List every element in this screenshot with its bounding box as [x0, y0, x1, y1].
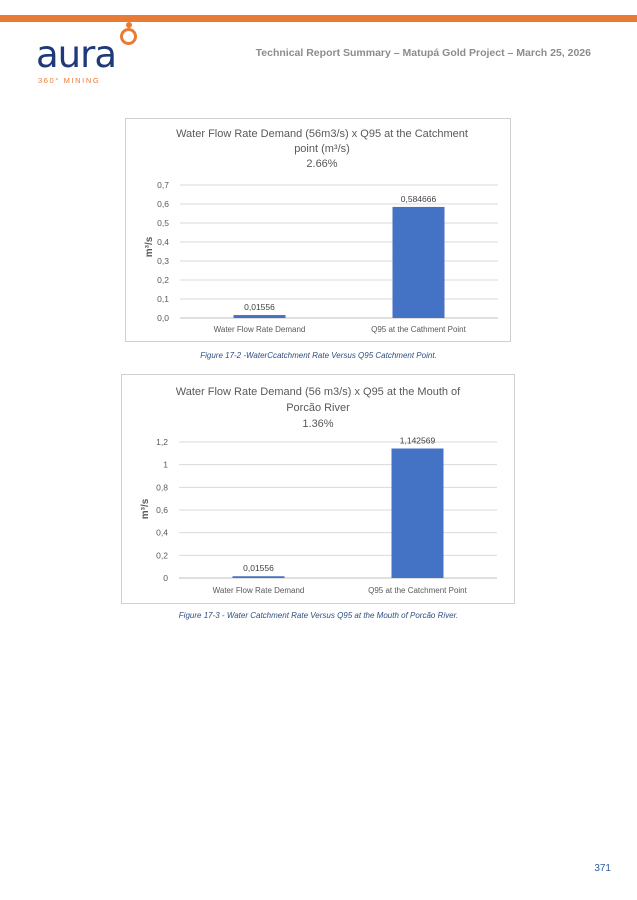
- chart2-data-label: 1,142569: [399, 435, 436, 446]
- figure-caption-17-3: Figure 17-3 - Water Catchment Rate Versus Q95 at the Mouth of Porcão River.: [178, 611, 459, 620]
- chart1-title-line: point (m³/s): [294, 143, 350, 155]
- chart-catchment-point: [125, 118, 511, 342]
- chart1-y-tick-label: 0,7: [157, 180, 169, 190]
- figure-caption-17-2: Figure 17-2 -WaterCcatchment Rate Versus Q95 Catchment Point.: [200, 351, 437, 360]
- logo-wordmark: aura: [36, 33, 117, 76]
- chart1-data-label: 0,584666: [400, 193, 437, 204]
- chart1-y-tick-label: 0,6: [157, 199, 169, 209]
- chart1-y-tick-label: 0,3: [157, 256, 169, 266]
- chart2-y-tick-label: 0,6: [156, 505, 168, 515]
- chart1-bar: [234, 315, 286, 318]
- chart2-y-tick-label: 0,4: [156, 527, 168, 538]
- chart-mouth-of-porcao: [121, 374, 515, 604]
- chart2-y-tick-label: 0,8: [156, 482, 168, 493]
- chart2-y-tick-label: 0,2: [156, 550, 168, 561]
- aura-logo: [36, 22, 166, 90]
- chart2-y-axis-label: m³/s: [140, 498, 151, 520]
- report-header-title: Technical Report Summary – Matupá Gold Project – March 25, 2026: [255, 47, 591, 59]
- chart1-title-line: Water Flow Rate Demand (56m3/s) x Q95 at the Catchment: [176, 128, 468, 140]
- page-number: 371: [594, 863, 611, 874]
- chart1-y-axis-label: m³/s: [144, 236, 155, 258]
- chart2-y-tick-label: 1: [163, 459, 168, 470]
- chart2-title-line: Porcão River: [286, 402, 350, 414]
- chart1-y-tick-label: 0,5: [157, 218, 169, 228]
- chart-catchment-point-svg: [126, 119, 512, 343]
- logo-dot-icon: [126, 22, 132, 28]
- chart1-y-tick-label: 0,1: [157, 294, 169, 304]
- chart2-title-line: Water Flow Rate Demand (56 m3/s) x Q95 at the Mouth of: [175, 386, 461, 398]
- header-accent-bar: [0, 15, 637, 22]
- chart2-bar: [233, 576, 285, 578]
- chart1-y-tick-label: 0,4: [157, 237, 169, 247]
- chart1-data-label: 0,01556: [244, 302, 275, 313]
- chart1-y-tick-label: 0,0: [157, 313, 169, 323]
- chart-mouth-of-porcao-svg: [122, 375, 516, 605]
- chart1-y-tick-label: 0,2: [157, 275, 169, 285]
- chart1-bar: [393, 207, 445, 318]
- chart2-y-tick-label: 1,2: [156, 437, 168, 447]
- chart2-y-tick-label: 0: [163, 573, 168, 583]
- chart2-data-label: 0,01556: [243, 563, 274, 574]
- logo-tagline: 360° MINING: [38, 76, 101, 85]
- chart1-category-label: Water Flow Rate Demand: [213, 325, 306, 334]
- chart1-title-line: 2.66%: [306, 158, 338, 170]
- chart2-bar: [392, 449, 444, 578]
- chart2-category-label: Water Flow Rate Demand: [212, 586, 305, 595]
- chart1-category-label: Q95 at the Cathment Point: [371, 325, 466, 334]
- chart2-category-label: Q95 at the Catchment Point: [368, 586, 467, 595]
- chart2-title-line: 1.36%: [302, 418, 334, 430]
- logo-ring-icon: [120, 28, 137, 45]
